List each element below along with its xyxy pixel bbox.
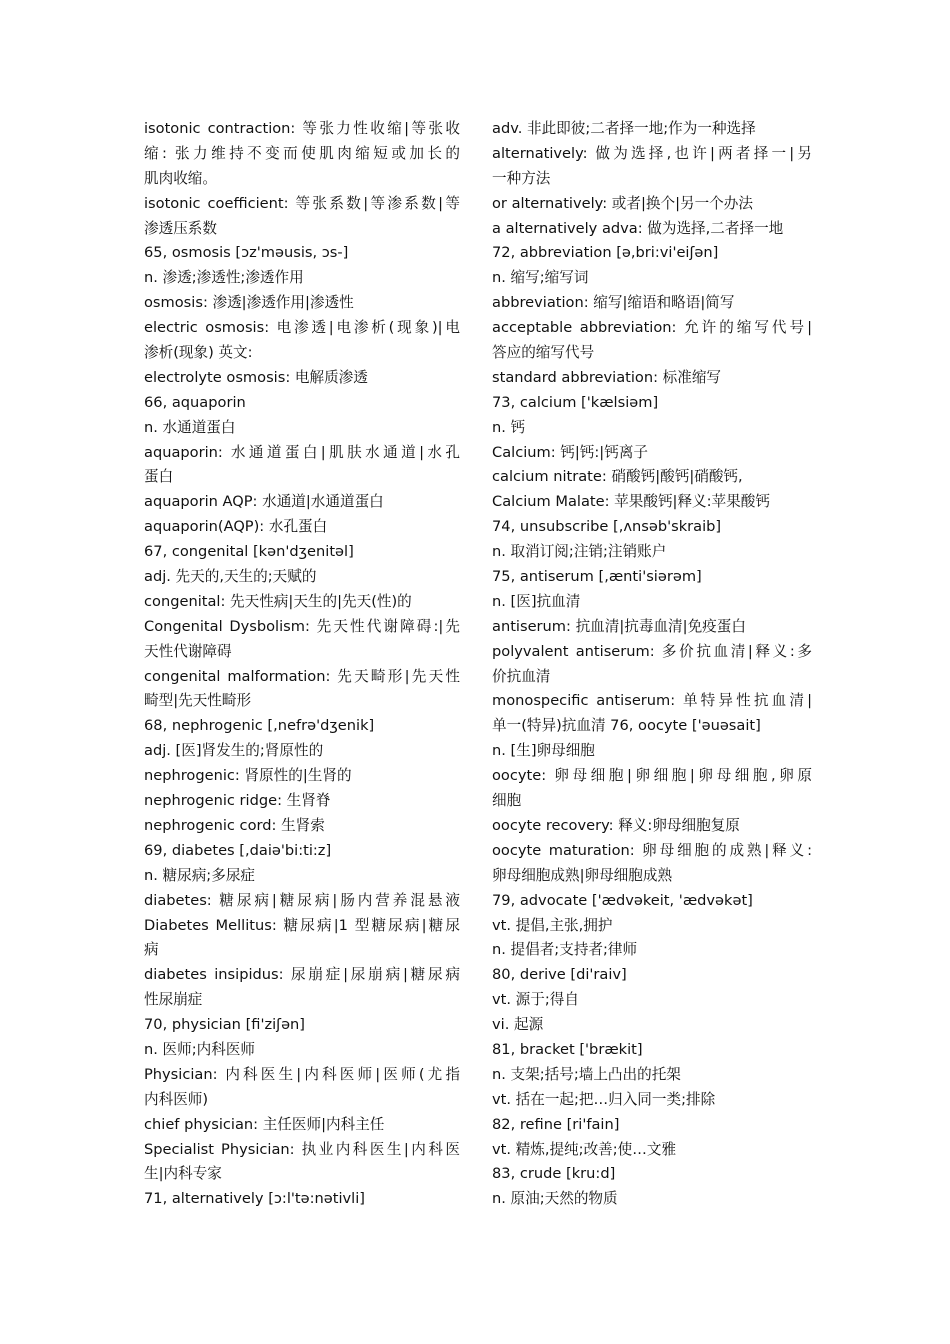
text-line: n. [生]卵母细胞 — [492, 742, 595, 760]
text-line: 79, advocate ['ædvəkeit, 'ædvəkət] — [492, 891, 753, 909]
text-line: 82, refine [ri'fain] — [492, 1115, 620, 1133]
text-line: chief physician: 主任医师|内科主任 — [144, 1115, 385, 1133]
text-line: Calcium Malate: 苹果酸钙|释义:苹果酸钙 — [492, 493, 770, 511]
text-line: vt. 精炼,提纯;改善;使…文雅 — [492, 1140, 677, 1158]
text-line: calcium nitrate: 硝酸钙|酸钙|硝酸钙, — [492, 468, 743, 486]
text-line: 缩: 张力维持不变而使肌肉缩短或加长的 — [144, 144, 460, 162]
text-line: diabetes insipidus: 尿崩症|尿崩病|糖尿病 — [144, 966, 460, 984]
text-line: 卵母细胞成熟|卵母细胞成熟 — [492, 866, 673, 884]
text-line: 70, physician [fi'ziʃən] — [144, 1016, 306, 1034]
text-line: 渗透压系数 — [144, 219, 217, 237]
text-line: 66, aquaporin — [144, 393, 246, 411]
text-line: n. 渗透;渗透性;渗透作用 — [144, 269, 304, 287]
text-line: Specialist Physician: 执业内科医生|内科医 — [144, 1140, 460, 1158]
text-line: n. 提倡者;支持者;律师 — [492, 941, 638, 959]
text-line: acceptable abbreviation: 允许的缩写代号| — [492, 319, 812, 337]
text-line: n. 取消订阅;注销;注销账户 — [492, 543, 667, 561]
text-line: a alternatively adva: 做为选择,二者择一地 — [492, 219, 784, 237]
text-line: vt. 源于;得自 — [492, 991, 579, 1009]
text-line: n. 缩写;缩写词 — [492, 269, 589, 287]
text-line: adv. 非此即彼;二者择一地;作为一种选择 — [492, 120, 756, 137]
text-line: n. 糖尿病;多尿症 — [144, 866, 256, 884]
text-line: adj. 先天的,天生的;天赋的 — [144, 568, 317, 586]
text-line: osmosis: 渗透|渗透作用|渗透性 — [144, 294, 354, 312]
text-line: 生|内科专家 — [144, 1165, 222, 1183]
text-line: abbreviation: 缩写|缩语和略语|简写 — [492, 294, 735, 312]
text-line: 71, alternatively [ɔ:l'tə:nətivli] — [144, 1190, 365, 1208]
text-line: antiserum: 抗血清|抗毒血清|免疫蛋白 — [492, 617, 746, 635]
text-line: monospecific antiserum: 单特异性抗血清| — [492, 692, 812, 710]
text-line: 内科医师) — [144, 1090, 209, 1108]
text-line: polyvalent antiserum: 多价抗血清|释义:多 — [492, 642, 812, 660]
text-line: isotonic coefficient: 等张系数|等渗系数|等 — [144, 194, 460, 212]
text-line: 81, bracket ['brækit] — [492, 1040, 643, 1058]
text-line: standard abbreviation: 标准缩写 — [492, 368, 722, 386]
text-line: 天性代谢障碍 — [144, 642, 232, 660]
text-line: 肌肉收缩。 — [144, 169, 217, 187]
text-line: 73, calcium ['kælsiəm] — [492, 393, 659, 411]
text-line: 83, crude [kru:d] — [492, 1165, 616, 1183]
text-line: 68, nephrogenic [,nefrə'dʒenik] — [144, 717, 375, 735]
text-line: n. 医师;内科医师 — [144, 1040, 256, 1058]
text-line: n. [医]抗血清 — [492, 592, 581, 610]
text-line: 75, antiserum [,ænti'siərəm] — [492, 568, 702, 586]
text-line: oocyte maturation: 卵母细胞的成熟|释义: — [492, 841, 812, 859]
text-line: n. 支架;括号;墙上凸出的托架 — [492, 1065, 681, 1083]
text-line: oocyte: 卵母细胞|卵细胞|卵母细胞,卵原 — [492, 767, 812, 785]
text-line: 性尿崩症 — [144, 991, 203, 1009]
text-line: congenital: 先天性病|天生的|先天(性)的 — [144, 592, 412, 610]
text-line: 单一(特异)抗血清 76, oocyte ['əuəsait] — [492, 717, 761, 735]
text-line: electric osmosis: 电渗透|电渗析(现象)|电 — [144, 319, 460, 337]
text-line: 畸型|先天性畸形 — [144, 692, 252, 710]
text-line: 69, diabetes [,daiə'bi:ti:z] — [144, 841, 332, 859]
text-line: nephrogenic cord: 生肾索 — [144, 816, 325, 834]
text-line: Calcium: 钙|钙:|钙离子 — [492, 443, 649, 461]
text-line: diabetes: 糖尿病|糖尿病|肠内营养混悬液 — [144, 891, 460, 909]
text-line: 80, derive [di'raiv] — [492, 966, 627, 984]
text-line: electrolyte osmosis: 电解质渗透 — [144, 368, 368, 386]
text-line: vt. 提倡,主张,拥护 — [492, 916, 613, 934]
text-line: adj. [医]肾发生的;肾原性的 — [144, 742, 324, 760]
text-line: aquaporin(AQP): 水孔蛋白 — [144, 518, 328, 536]
text-line: isotonic contraction: 等张力性收缩|等张收 — [144, 120, 460, 137]
left-text-column — [144, 117, 460, 1212]
text-line: Physician: 内科医生|内科医师|医师(尤指 — [144, 1065, 460, 1083]
text-line: 答应的缩写代号 — [492, 344, 595, 362]
text-line: 渗析(现象) 英文: — [144, 344, 253, 362]
text-line: 74, unsubscribe [,ʌnsəb'skraib] — [492, 518, 722, 536]
text-line: nephrogenic ridge: 生肾脊 — [144, 792, 331, 810]
text-line: 价抗血清 — [492, 667, 551, 685]
text-line: or alternatively: 或者|换个|另一个办法 — [492, 194, 753, 212]
text-line: aquaporin AQP: 水通道|水通道蛋白 — [144, 493, 384, 511]
text-line: 病 — [144, 941, 159, 959]
right-text-column — [492, 117, 812, 1212]
text-line: 65, osmosis [ɔz'məusis, ɔs-] — [144, 244, 349, 262]
text-line: vt. 括在一起;把…归入同一类;排除 — [492, 1090, 716, 1108]
text-line: n. 原油;天然的物质 — [492, 1190, 618, 1208]
text-line: nephrogenic: 肾原性的|生肾的 — [144, 767, 352, 785]
text-line: aquaporin: 水通道蛋白|肌肤水通道|水孔 — [144, 443, 460, 461]
text-line: 72, abbreviation [ə,bri:vi'eiʃən] — [492, 244, 719, 262]
text-line: 一种方法 — [492, 169, 551, 187]
text-line: Diabetes Mellitus: 糖尿病|1 型糖尿病|糖尿 — [144, 916, 460, 934]
text-line: alternatively: 做为选择,也许|两者择一|另 — [492, 144, 812, 162]
text-line: n. 水通道蛋白 — [144, 418, 236, 436]
text-line: 蛋白 — [144, 468, 174, 486]
text-line: oocyte recovery: 释义:卵母细胞复原 — [492, 816, 740, 834]
text-line: 细胞 — [492, 792, 522, 810]
text-line: Congenital Dysbolism: 先天性代谢障碍:|先 — [144, 617, 460, 635]
text-line: vi. 起源 — [492, 1016, 544, 1034]
text-line: n. 钙 — [492, 418, 526, 436]
text-line: 67, congenital [kən'dʒenitəl] — [144, 543, 354, 561]
text-line: congenital malformation: 先天畸形|先天性 — [144, 667, 460, 685]
